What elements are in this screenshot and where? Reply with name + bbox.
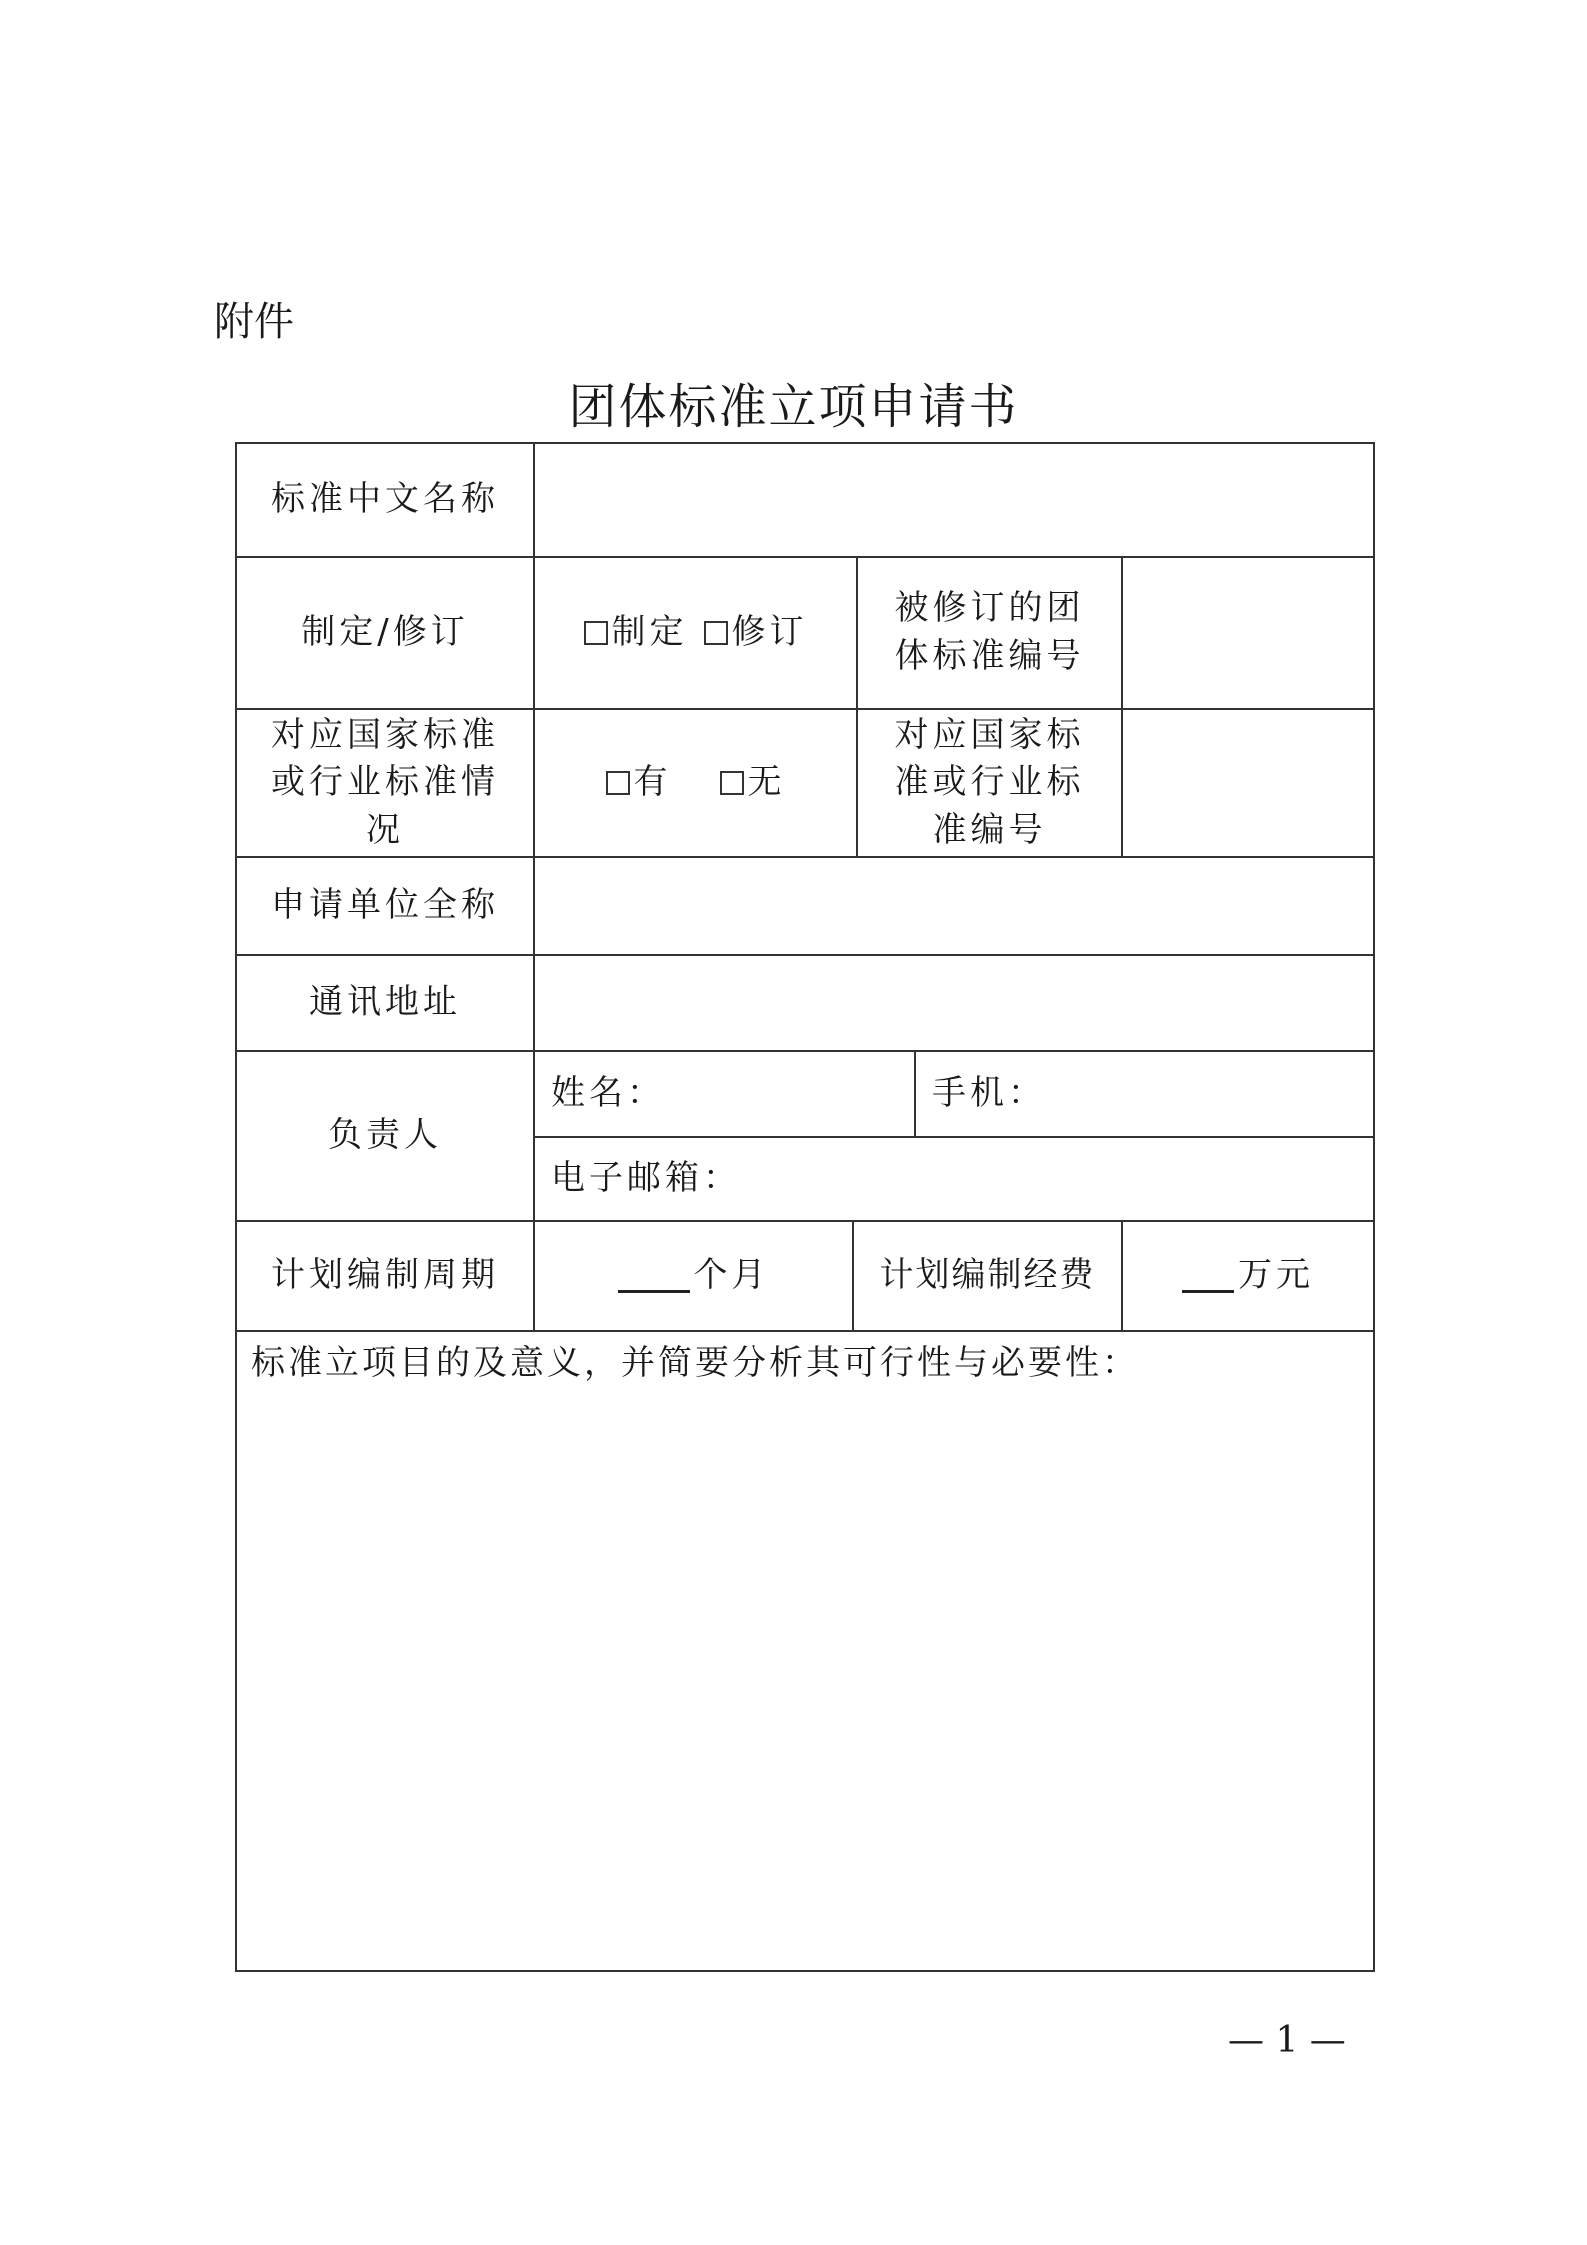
national-standard-number-field[interactable] — [1123, 710, 1373, 856]
page-title: 团体标准立项申请书 — [568, 379, 1019, 435]
checkbox-icon — [720, 771, 744, 795]
address-label: 通讯地址 — [309, 982, 461, 1023]
standard-name-field[interactable] — [535, 444, 1373, 556]
attachment-label: 附件 — [214, 299, 294, 345]
funding-unit: 万元 — [1238, 1255, 1314, 1296]
applicant-field[interactable] — [535, 858, 1373, 954]
applicant-label: 申请单位全称 — [271, 885, 499, 926]
standard-name-label: 标准中文名称 — [271, 479, 499, 520]
address-field[interactable] — [535, 956, 1373, 1050]
application-form — [235, 442, 1375, 1972]
national-standard-label: 对应国家标准或行业标准情况 — [271, 714, 499, 850]
purpose-field[interactable] — [237, 1332, 1373, 1970]
period-unit: 个月 — [693, 1255, 770, 1296]
revise-option-label: 修订 — [731, 612, 808, 653]
no-option-label: 无 — [747, 762, 786, 803]
funding-field[interactable] — [1123, 1222, 1373, 1330]
yes-checkbox[interactable] — [606, 759, 672, 807]
period-field[interactable] — [535, 1222, 852, 1330]
period-label: 计划编制周期 — [271, 1255, 499, 1296]
funding-label: 计划编制经费 — [879, 1255, 1096, 1296]
no-checkbox[interactable] — [720, 759, 786, 807]
period-blank — [618, 1260, 690, 1293]
person-in-charge-label: 负责人 — [328, 1115, 442, 1156]
funding-blank — [1182, 1260, 1234, 1293]
revision-options — [535, 558, 856, 708]
checkbox-icon — [606, 771, 630, 795]
phone-field[interactable]: 手机： — [932, 1073, 1046, 1114]
checkbox-icon — [584, 621, 608, 645]
checkbox-icon — [704, 621, 728, 645]
national-standard-number-label: 对应国家标准或行业标准编号 — [894, 714, 1085, 850]
name-field[interactable]: 姓名： — [551, 1073, 665, 1114]
yes-option-label: 有 — [633, 762, 672, 803]
email-field[interactable]: 电子邮箱： — [551, 1158, 741, 1199]
revised-number-field[interactable] — [1123, 558, 1373, 708]
purpose-label: 标准立项目的及意义，并简要分析其可行性与必要性： — [251, 1343, 1139, 1383]
page-number: — 1 — — [1228, 2020, 1346, 2061]
revision-label: 制定/修订 — [301, 612, 469, 653]
draft-option-label: 制定 — [611, 612, 688, 653]
national-standard-options — [535, 710, 856, 856]
revise-checkbox[interactable] — [704, 609, 808, 657]
draft-checkbox[interactable] — [584, 609, 688, 657]
revised-number-label: 被修订的团体标准编号 — [894, 588, 1085, 676]
